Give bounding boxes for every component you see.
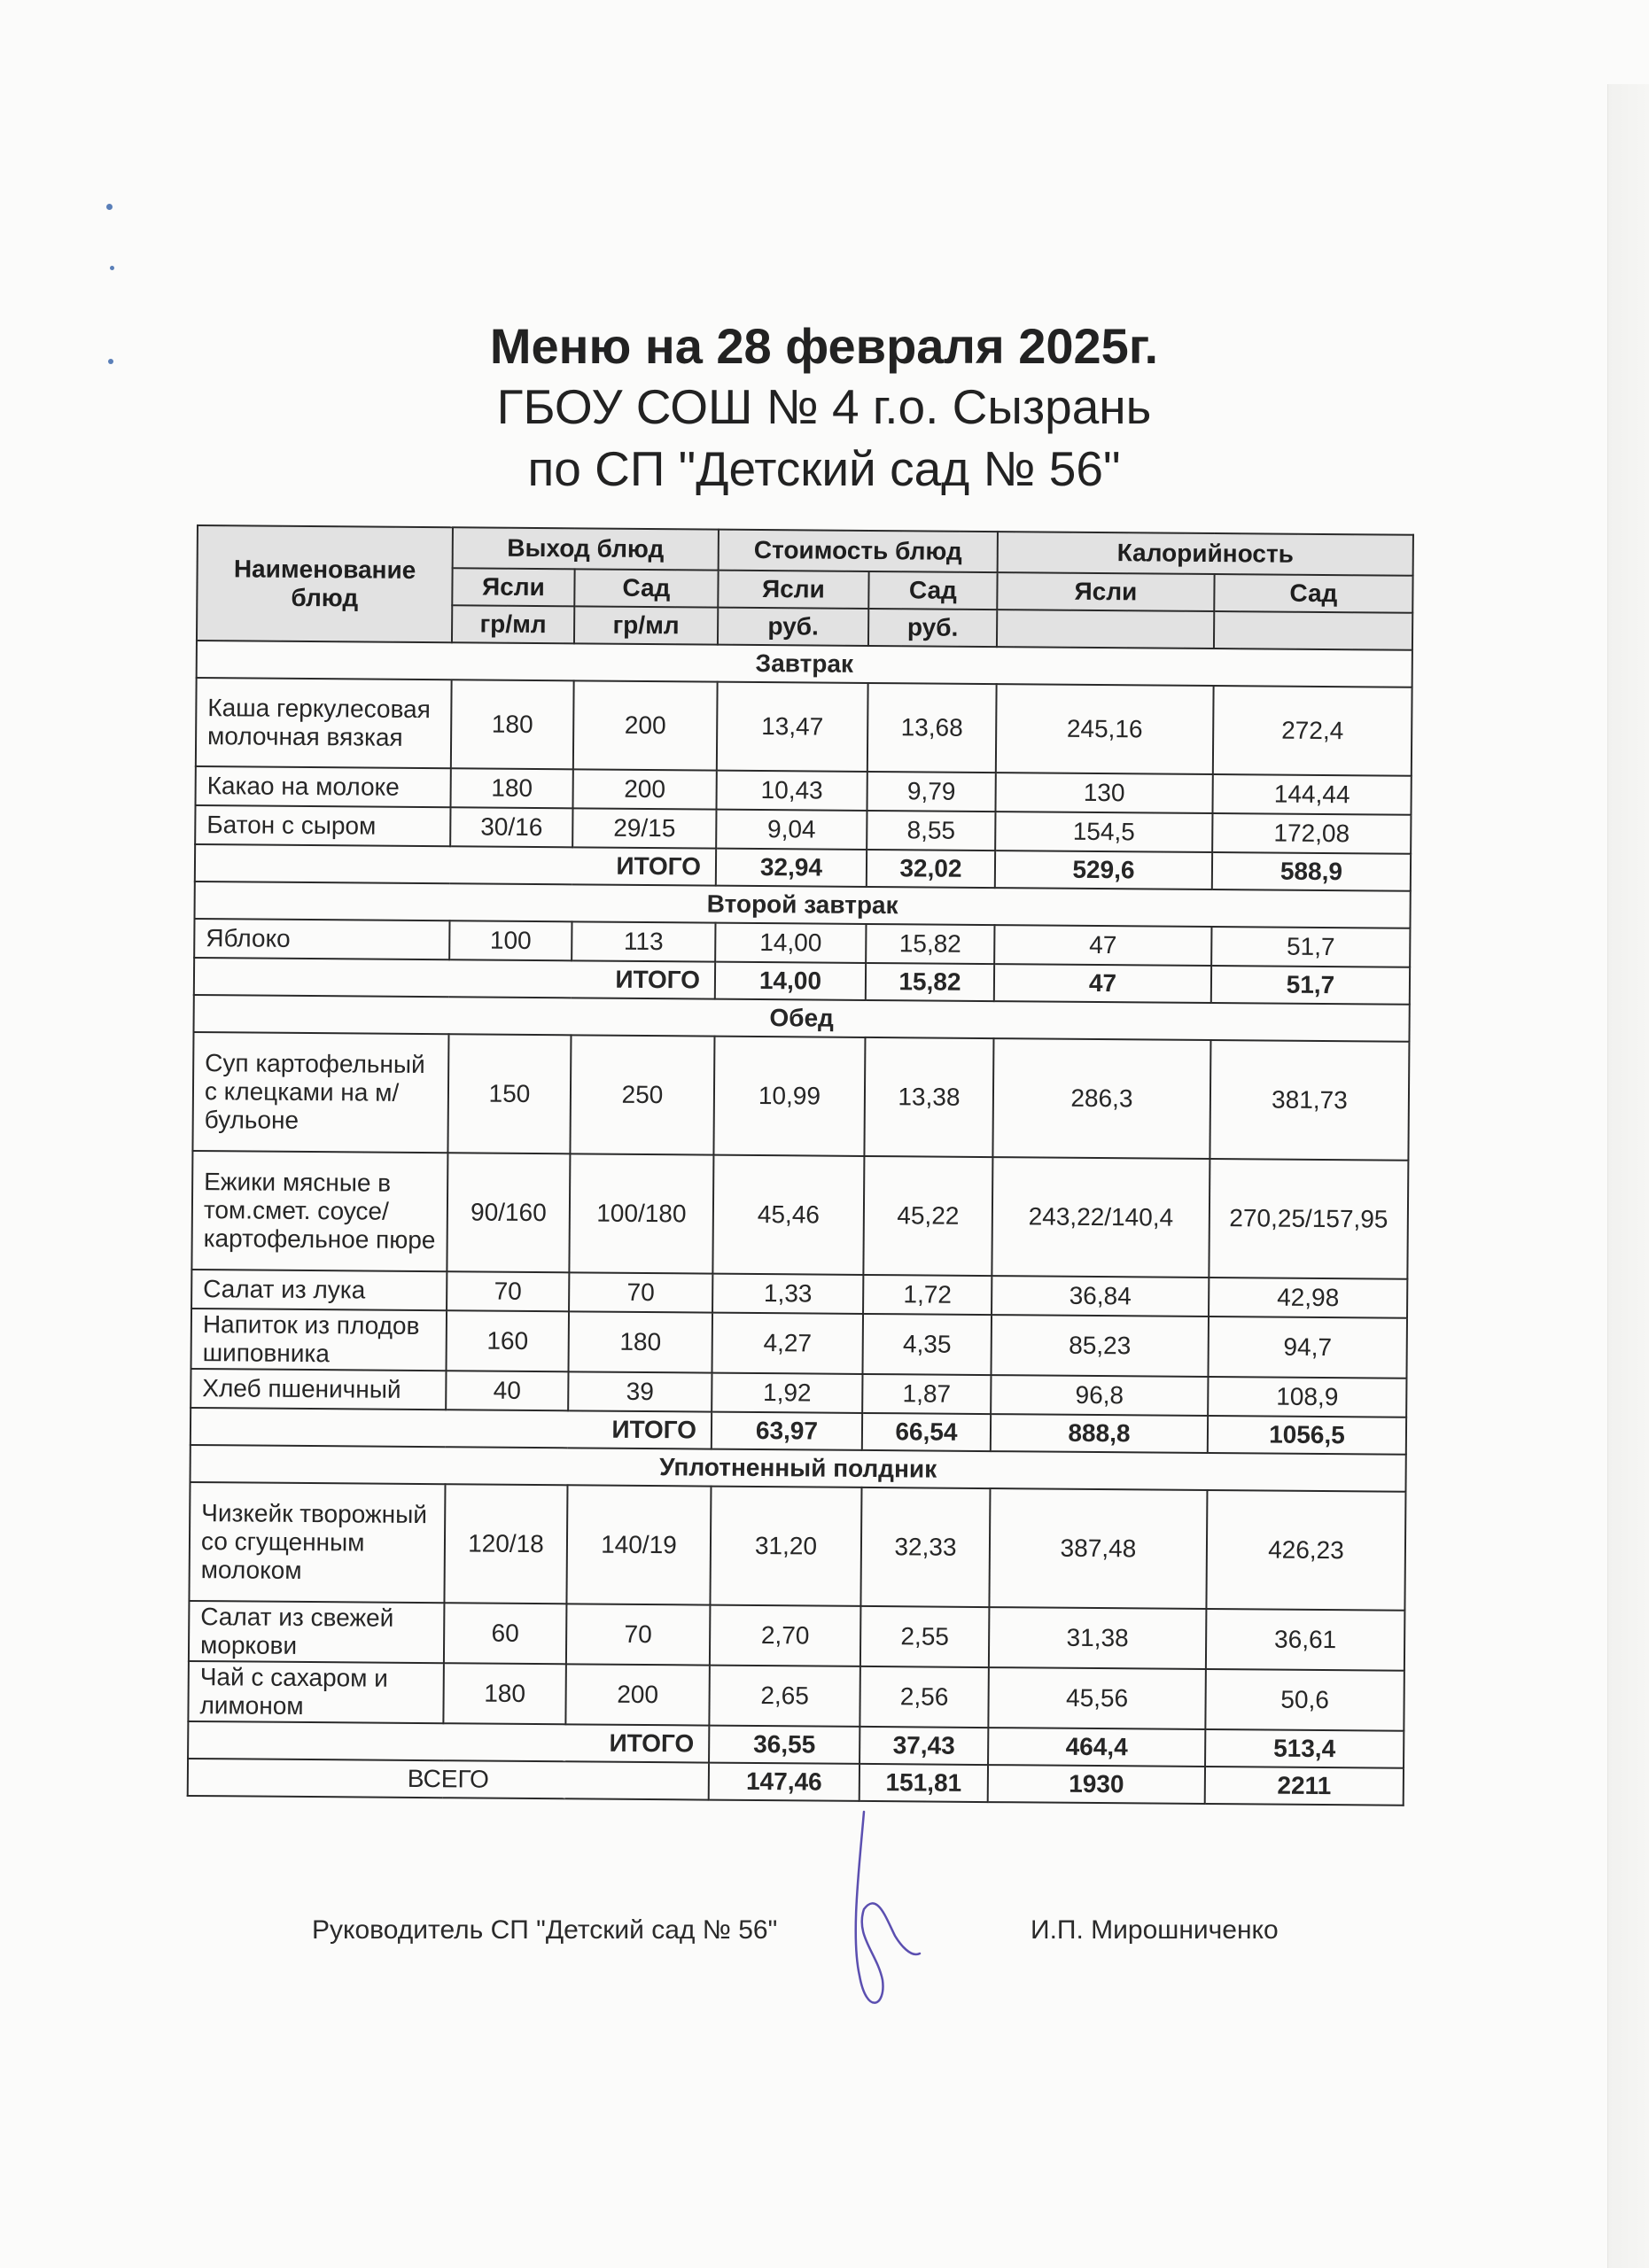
dish-name: Чай с сахаром и лимоном (188, 1661, 444, 1723)
yield-yasli: 180 (443, 1663, 566, 1724)
cal-sad: 42,98 (1209, 1278, 1407, 1318)
dish-name: Салат из свежей моркови (189, 1601, 445, 1663)
cost-sad: 32,33 (860, 1487, 990, 1607)
header-calories: Калорийность (998, 532, 1413, 576)
cost-yasli: 2,70 (710, 1605, 861, 1666)
cost-yasli: 2,65 (709, 1666, 860, 1727)
dish-name: Салат из лука (191, 1270, 447, 1310)
cost-sad: 2,56 (860, 1666, 989, 1728)
menu-table (187, 524, 1414, 1806)
header-cal-sad: Сад (1214, 574, 1412, 613)
grand-total-label: ВСЕГО (188, 1759, 709, 1800)
cal-sad: 381,73 (1210, 1040, 1409, 1161)
cost-yasli: 4,27 (712, 1313, 863, 1374)
table-row (189, 1482, 1405, 1611)
cal-yasli: 31,38 (989, 1607, 1207, 1669)
header-yield: Выход блюд (453, 527, 719, 570)
yield-sad: 200 (573, 680, 718, 770)
cal-sad: 144,44 (1212, 774, 1411, 815)
yield-yasli: 120/18 (444, 1484, 567, 1604)
cost-yasli: 14,00 (715, 923, 866, 963)
cal-yasli: 387,48 (989, 1488, 1207, 1609)
total-label: ИТОГО (194, 958, 715, 999)
yield-sad: 140/19 (566, 1485, 711, 1604)
total-label: ИТОГО (195, 844, 716, 886)
table-row (189, 1601, 1405, 1671)
total-cal-sad: 1056,5 (1208, 1416, 1406, 1455)
table-row (191, 1151, 1408, 1279)
cost-yasli: 10,43 (716, 771, 867, 811)
cal-sad: 36,61 (1206, 1609, 1405, 1671)
total-cal-sad: 588,9 (1212, 852, 1411, 891)
scan-edge (1607, 84, 1649, 2268)
scan-speck (110, 266, 114, 270)
yield-sad: 200 (565, 1664, 710, 1725)
yield-yasli: 90/160 (447, 1153, 570, 1272)
cost-yasli: 1,92 (712, 1373, 862, 1413)
cal-yasli: 245,16 (996, 684, 1214, 774)
header-yield-sad: Сад (574, 569, 718, 607)
dish-name: Суп картофельный с клецками на м/бульоне (192, 1032, 448, 1153)
table-row (191, 1309, 1408, 1379)
cost-yasli: 1,33 (712, 1274, 863, 1314)
cal-sad: 50,6 (1205, 1669, 1404, 1731)
header-unit-empty (997, 610, 1214, 649)
yield-sad: 100/180 (569, 1153, 713, 1273)
cost-sad: 15,82 (866, 924, 994, 964)
cal-yasli: 130 (995, 773, 1212, 813)
cal-yasli: 96,8 (991, 1375, 1208, 1416)
cal-yasli: 36,84 (992, 1276, 1209, 1317)
cost-yasli: 10,99 (713, 1037, 865, 1156)
header-cost: Стоимость блюд (719, 530, 998, 572)
header-dish-name: Наименование блюд (197, 525, 453, 642)
yield-yasli: 160 (447, 1310, 570, 1371)
title-date: Меню на 28 февраля 2025г. (489, 318, 1159, 374)
cal-sad: 270,25/157,95 (1209, 1159, 1408, 1279)
cal-yasli: 243,22/140,4 (992, 1157, 1210, 1278)
dish-name: Чизкейк творожный со сгущенным молоком (189, 1482, 445, 1603)
dish-name: Хлеб пшеничный (191, 1369, 446, 1410)
cal-yasli: 286,3 (992, 1038, 1210, 1159)
dish-name: Ежики мясные в том.смет. соусе/ картофельное пюре (191, 1151, 447, 1271)
cal-sad: 272,4 (1213, 686, 1412, 776)
total-cost-yasli: 32,94 (716, 849, 867, 887)
table-row (192, 1032, 1409, 1161)
table-row (188, 1661, 1404, 1731)
total-cost-yasli: 36,55 (709, 1726, 860, 1764)
cal-sad: 426,23 (1206, 1490, 1405, 1611)
cal-sad: 94,7 (1208, 1317, 1407, 1379)
yield-yasli: 40 (446, 1371, 568, 1410)
cal-sad: 51,7 (1211, 927, 1410, 967)
signatory-position: Руководитель СП "Детский сад № 56" (312, 1915, 778, 1945)
cost-sad: 1,72 (863, 1275, 992, 1315)
cost-sad: 13,68 (867, 683, 997, 773)
cal-sad: 172,08 (1212, 813, 1411, 854)
dish-name: Напиток из плодов шиповника (191, 1309, 447, 1371)
total-cal-yasli: 529,6 (995, 850, 1212, 889)
cost-yasli: 31,20 (710, 1487, 861, 1606)
yield-sad: 113 (572, 921, 715, 961)
total-cal-yasli: 47 (994, 964, 1211, 1003)
grand-total-cal-sad: 2211 (1205, 1767, 1404, 1806)
cal-yasli: 47 (994, 925, 1211, 966)
cal-yasli: 85,23 (991, 1315, 1209, 1377)
cal-yasli: 45,56 (988, 1667, 1206, 1729)
total-cal-yasli: 464,4 (988, 1728, 1205, 1767)
cost-sad: 8,55 (867, 811, 995, 850)
grand-total-cost-yasli: 147,46 (709, 1763, 860, 1801)
dish-name: Батон с сыром (195, 805, 450, 846)
header-unit: гр/мл (452, 605, 574, 643)
cost-yasli: 9,04 (716, 810, 867, 850)
header-unit: руб. (868, 609, 997, 647)
yield-sad: 200 (572, 769, 716, 809)
yield-yasli: 180 (451, 768, 573, 808)
total-cal-yasli: 888,8 (991, 1414, 1208, 1453)
scan-speck (108, 359, 113, 364)
section-title: Второй завтрак (195, 882, 1411, 928)
cost-sad: 2,55 (860, 1606, 990, 1667)
yield-sad: 70 (569, 1272, 712, 1312)
title-school: ГБОУ СОШ № 4 г.о. Сызрань (496, 379, 1152, 434)
yield-yasli: 150 (447, 1034, 571, 1153)
yield-yasli: 30/16 (450, 807, 572, 847)
signatory-name: И.П. Мирошниченко (1031, 1915, 1279, 1945)
yield-sad: 29/15 (572, 808, 716, 848)
table-row (196, 678, 1412, 776)
yield-sad: 250 (570, 1035, 714, 1154)
total-cost-sad: 37,43 (860, 1727, 988, 1765)
header-unit: руб. (718, 608, 868, 646)
cost-sad: 45,22 (863, 1156, 992, 1276)
total-label: ИТОГО (191, 1408, 712, 1449)
total-cost-yasli: 14,00 (715, 962, 866, 1000)
total-cost-sad: 32,02 (867, 850, 995, 888)
yield-yasli: 180 (451, 680, 574, 769)
title-kindergarten: по СП "Детский сад № 56" (527, 441, 1121, 496)
total-cost-sad: 15,82 (866, 963, 994, 1001)
total-label: ИТОГО (188, 1721, 709, 1763)
header-unit: гр/мл (574, 606, 718, 644)
section-title: Уплотненный полдник (191, 1445, 1406, 1492)
header-unit-empty (1214, 611, 1412, 650)
header-yield-yasli: Ясли (452, 568, 574, 606)
cost-sad: 1,87 (862, 1374, 991, 1414)
yield-yasli: 60 (444, 1603, 567, 1664)
section-title: Завтрак (197, 641, 1412, 687)
grand-total-cal-yasli: 1930 (988, 1765, 1205, 1804)
dish-name: Какао на молоке (196, 766, 451, 807)
section-title: Обед (193, 995, 1409, 1042)
cost-sad: 13,38 (864, 1037, 993, 1157)
cost-yasli: 13,47 (717, 682, 868, 772)
grand-total-cost-sad: 151,81 (860, 1764, 988, 1802)
yield-sad: 180 (569, 1311, 713, 1372)
yield-yasli: 70 (447, 1271, 569, 1311)
cal-sad: 108,9 (1208, 1377, 1406, 1418)
handwritten-signature (824, 1803, 930, 2033)
yield-sad: 39 (568, 1371, 712, 1411)
cost-sad: 9,79 (867, 772, 995, 812)
total-cost-sad: 66,54 (862, 1413, 991, 1451)
cost-sad: 4,35 (862, 1314, 992, 1375)
dish-name: Яблоко (194, 919, 449, 959)
header-cal-yasli: Ясли (997, 572, 1214, 611)
yield-yasli: 100 (449, 920, 572, 960)
yield-sad: 70 (566, 1604, 711, 1665)
total-cal-sad: 51,7 (1211, 966, 1410, 1005)
header-cost-sad: Сад (868, 571, 997, 610)
cost-yasli: 45,46 (712, 1155, 864, 1275)
dish-name: Каша геркулесовая молочная вязкая (196, 678, 452, 768)
total-cost-yasli: 63,97 (712, 1412, 862, 1450)
header-cost-yasli: Ясли (718, 571, 868, 609)
scan-speck (106, 204, 113, 210)
total-cal-sad: 513,4 (1205, 1729, 1404, 1768)
document-title (372, 317, 1276, 500)
cal-yasli: 154,5 (995, 812, 1212, 852)
